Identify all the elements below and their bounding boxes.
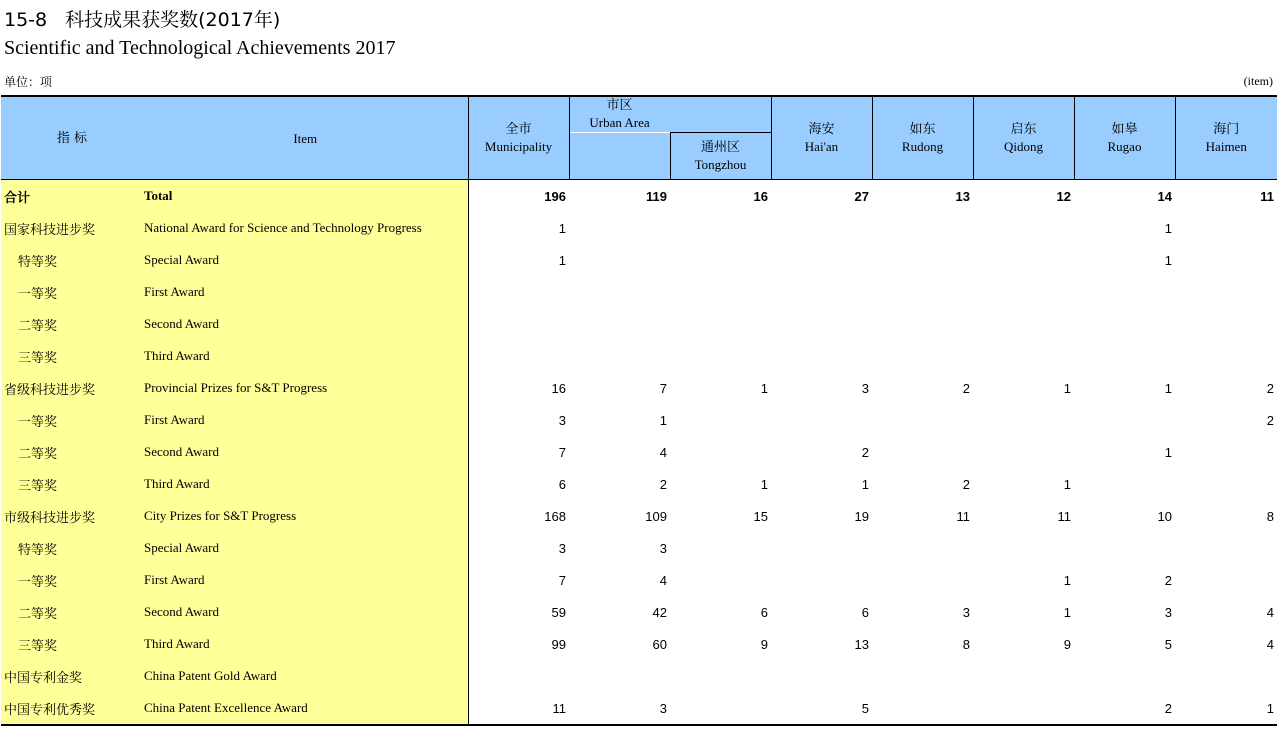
header-haimen-en: Haimen <box>1205 139 1247 154</box>
header-rugao <box>1074 96 1175 180</box>
cell-value <box>973 436 1074 468</box>
unit-label-cn: 单位：项 <box>4 75 53 89</box>
cell-value: 11 <box>956 508 970 524</box>
cell-value: 4 <box>1266 636 1274 652</box>
cell-value <box>1074 532 1175 564</box>
cell-value: 9 <box>760 636 768 652</box>
cell-value <box>569 660 670 692</box>
cell-value <box>973 532 1074 564</box>
row-label-en: Third Award <box>143 340 468 372</box>
cell-value: 1 <box>760 476 768 492</box>
cell-value <box>872 340 973 372</box>
cell-value: 1 <box>1164 444 1172 460</box>
cell-value: 6 <box>861 604 869 620</box>
cell-value <box>973 692 1074 725</box>
cell-value: 168 <box>544 508 566 524</box>
row-label-en: China Patent Gold Award <box>143 660 468 692</box>
cell-value <box>771 276 872 308</box>
row-label-cn: 合计 <box>1 180 143 213</box>
row-label-cn: 一等奖 <box>1 564 143 596</box>
cell-value: 2 <box>1164 572 1172 588</box>
row-label-cn: 国家科技进步奖 <box>1 212 143 244</box>
cell-value: 1 <box>1164 220 1172 236</box>
table-row <box>1 660 1277 692</box>
header-rudong-cn: 如东 <box>909 122 936 137</box>
row-label-cn: 二等奖 <box>1 436 143 468</box>
cell-value <box>872 564 973 596</box>
row-label-cn: 特等奖 <box>1 244 143 276</box>
page-title <box>4 5 280 32</box>
cell-value <box>1175 308 1277 340</box>
table-row <box>1 468 1277 500</box>
cell-value <box>771 404 872 436</box>
cell-value <box>771 340 872 372</box>
cell-value <box>670 244 771 276</box>
cell-value: 3 <box>558 412 566 428</box>
header-haian-en: Hai'an <box>804 139 839 154</box>
cell-value <box>1175 212 1277 244</box>
cell-value <box>1175 660 1277 692</box>
cell-value: 16 <box>551 380 566 396</box>
cell-value: 7 <box>558 444 566 460</box>
cell-value <box>973 340 1074 372</box>
cell-value <box>1074 276 1175 308</box>
row-label-en: City Prizes for S&T Progress <box>143 500 468 532</box>
row-label-cn: 中国专利优秀奖 <box>1 692 143 725</box>
cell-value: 5 <box>1164 636 1172 652</box>
cell-value: 27 <box>854 188 869 204</box>
header-rugao-cn: 如皋 <box>1111 122 1138 137</box>
cell-value <box>973 308 1074 340</box>
cell-value <box>872 276 973 308</box>
cell-value <box>973 276 1074 308</box>
row-label-cn: 一等奖 <box>1 404 143 436</box>
cell-value <box>670 212 771 244</box>
row-label-en: National Award for Science and Technology Progress <box>143 212 468 244</box>
row-label-cn: 三等奖 <box>1 628 143 660</box>
cell-value: 1 <box>1175 692 1277 725</box>
unit-label-en: (item) <box>1243 74 1273 88</box>
cell-value: 1 <box>558 220 566 236</box>
row-label-cn: 二等奖 <box>1 308 143 340</box>
cell-value: 6 <box>760 604 768 620</box>
cell-value <box>973 660 1074 692</box>
cell-value <box>1175 244 1277 276</box>
cell-value: 11 <box>1057 508 1071 524</box>
header-urban-en: Urban Area <box>589 115 650 130</box>
table-row <box>1 532 1277 564</box>
cell-value: 4 <box>659 444 667 460</box>
cell-value: 4 <box>1266 604 1274 620</box>
cell-value <box>670 340 771 372</box>
cell-value: 1 <box>1063 604 1071 620</box>
cell-value: 12 <box>1056 188 1071 204</box>
header-qidong-en: Qidong <box>1004 139 1043 154</box>
cell-value <box>569 244 670 276</box>
header-municipality-cn: 全市 <box>505 122 532 137</box>
cell-value <box>872 436 973 468</box>
cell-value <box>872 532 973 564</box>
cell-value <box>1074 308 1175 340</box>
cell-value: 2 <box>962 476 970 492</box>
row-label-cn: 省级科技进步奖 <box>1 372 143 404</box>
header-tongzhou-en: Tongzhou <box>694 157 747 172</box>
header-haian-cn: 海安 <box>808 122 835 137</box>
cell-value <box>569 308 670 340</box>
row-label-en: Second Award <box>143 436 468 468</box>
table-row <box>1 372 1277 404</box>
cell-value <box>670 532 771 564</box>
cell-value <box>771 308 872 340</box>
cell-value: 2 <box>1266 412 1274 428</box>
header-qidong-cn: 启东 <box>1010 122 1037 137</box>
cell-value: 10 <box>1157 508 1172 524</box>
row-label-en: Third Award <box>143 628 468 660</box>
cell-value: 2 <box>1266 380 1274 396</box>
cell-value: 3 <box>1164 604 1172 620</box>
cell-value: 196 <box>544 188 566 204</box>
cell-value <box>670 564 771 596</box>
row-label-en: Special Award <box>143 532 468 564</box>
cell-value <box>771 212 872 244</box>
cell-value <box>1175 276 1277 308</box>
cell-value <box>1074 468 1175 500</box>
cell-value <box>872 660 973 692</box>
cell-value: 3 <box>569 692 670 725</box>
row-label-en: Provincial Prizes for S&T Progress <box>143 372 468 404</box>
header-haimen <box>1175 96 1277 180</box>
cell-value <box>872 244 973 276</box>
cell-value: 11 <box>1260 188 1274 204</box>
table-row <box>1 564 1277 596</box>
table-row <box>1 340 1277 372</box>
header-rudong <box>872 96 973 180</box>
header-item: Item <box>143 96 468 180</box>
cell-value <box>670 276 771 308</box>
header-rugao-en: Rugao <box>1107 139 1142 154</box>
cell-value <box>872 404 973 436</box>
row-label-en: Total <box>143 180 468 213</box>
cell-value <box>1074 660 1175 692</box>
row-label-en: China Patent Excellence Award <box>143 692 468 725</box>
cell-value: 3 <box>659 540 667 556</box>
table-row <box>1 404 1277 436</box>
header-qidong <box>973 96 1074 180</box>
table-row <box>1 308 1277 340</box>
cell-value: 2 <box>1074 692 1175 725</box>
awards-table <box>1 95 1277 726</box>
table-row <box>1 596 1277 628</box>
cell-value <box>872 308 973 340</box>
cell-value: 19 <box>854 508 869 524</box>
cell-value: 9 <box>1063 636 1071 652</box>
cell-value: 60 <box>652 636 667 652</box>
table-row <box>1 244 1277 276</box>
row-label-en: First Award <box>143 404 468 436</box>
row-label-cn: 市级科技进步奖 <box>1 500 143 532</box>
cell-value: 3 <box>861 380 869 396</box>
row-label-en: Special Award <box>143 244 468 276</box>
table-row <box>1 276 1277 308</box>
row-label-en: Second Award <box>143 596 468 628</box>
cell-value <box>771 660 872 692</box>
cell-value: 2 <box>861 444 869 460</box>
table-row <box>1 436 1277 468</box>
cell-value <box>569 212 670 244</box>
header-urban-blank <box>569 133 670 180</box>
page-subtitle: Scientific and Technological Achievements 2017 <box>4 37 396 59</box>
cell-value <box>468 276 569 308</box>
cell-value <box>1175 436 1277 468</box>
cell-value: 1 <box>861 476 869 492</box>
cell-value: 1 <box>760 380 768 396</box>
cell-value <box>1074 340 1175 372</box>
cell-value: 5 <box>771 692 872 725</box>
cell-value <box>1074 404 1175 436</box>
header-haimen-cn: 海门 <box>1213 122 1240 137</box>
cell-value <box>771 564 872 596</box>
cell-value: 1 <box>659 412 667 428</box>
row-label-cn: 三等奖 <box>1 468 143 500</box>
row-label-en: Third Award <box>143 468 468 500</box>
header-indicator: 指 标 <box>1 96 143 180</box>
table-body <box>1 180 1277 726</box>
cell-value: 59 <box>551 604 566 620</box>
cell-value: 4 <box>659 572 667 588</box>
cell-value: 13 <box>955 188 970 204</box>
row-label-cn: 二等奖 <box>1 596 143 628</box>
cell-value <box>1175 468 1277 500</box>
header-municipality-en: Municipality <box>484 139 553 154</box>
header-rudong-en: Rudong <box>901 139 944 154</box>
row-label-cn: 一等奖 <box>1 276 143 308</box>
cell-value <box>569 340 670 372</box>
cell-value: 42 <box>652 604 667 620</box>
header-urban-area <box>569 96 771 133</box>
cell-value <box>872 212 973 244</box>
cell-value <box>468 340 569 372</box>
header-tongzhou-cn: 通州区 <box>700 140 740 155</box>
cell-value <box>973 212 1074 244</box>
cell-value <box>670 692 771 725</box>
cell-value <box>468 660 569 692</box>
cell-value: 2 <box>659 476 667 492</box>
cell-value <box>973 244 1074 276</box>
cell-value: 15 <box>753 508 768 524</box>
cell-value <box>1175 532 1277 564</box>
cell-value: 8 <box>962 636 970 652</box>
row-label-en: First Award <box>143 564 468 596</box>
row-label-en: First Award <box>143 276 468 308</box>
cell-value <box>670 660 771 692</box>
cell-value: 3 <box>962 604 970 620</box>
cell-value: 11 <box>468 692 569 725</box>
cell-value: 7 <box>659 380 667 396</box>
table-row <box>1 692 1277 725</box>
cell-value: 1 <box>1063 380 1071 396</box>
cell-value: 119 <box>646 188 667 204</box>
header-urban-cn: 市区 <box>606 98 633 113</box>
cell-value: 16 <box>753 188 768 204</box>
cell-value <box>1175 564 1277 596</box>
table-row <box>1 500 1277 532</box>
cell-value: 3 <box>558 540 566 556</box>
header-haian <box>771 96 872 180</box>
title-cn-text: 科技成果获奖数(2017年) <box>65 9 281 31</box>
cell-value: 1 <box>1164 380 1172 396</box>
cell-value: 1 <box>558 252 566 268</box>
header-tongzhou <box>670 133 771 180</box>
cell-value: 1 <box>1063 572 1071 588</box>
cell-value <box>670 436 771 468</box>
table-row <box>1 212 1277 244</box>
row-label-cn: 特等奖 <box>1 532 143 564</box>
row-label-en: Second Award <box>143 308 468 340</box>
row-label-cn: 三等奖 <box>1 340 143 372</box>
cell-value <box>569 276 670 308</box>
cell-value: 1 <box>1164 252 1172 268</box>
cell-value: 6 <box>558 476 566 492</box>
cell-value: 8 <box>1266 508 1274 524</box>
table-row <box>1 628 1277 660</box>
cell-value: 13 <box>854 636 869 652</box>
cell-value <box>1175 340 1277 372</box>
cell-value: 1 <box>1063 476 1071 492</box>
table-number: 15-8 <box>4 9 48 31</box>
row-label-cn: 中国专利金奖 <box>1 660 143 692</box>
cell-value <box>670 404 771 436</box>
cell-value <box>973 404 1074 436</box>
cell-value <box>468 308 569 340</box>
cell-value: 2 <box>962 380 970 396</box>
cell-value <box>771 532 872 564</box>
cell-value <box>670 308 771 340</box>
cell-value: 99 <box>551 636 566 652</box>
header-municipality <box>468 96 569 180</box>
table-row <box>1 180 1277 213</box>
cell-value: 7 <box>558 572 566 588</box>
cell-value: 109 <box>645 508 667 524</box>
cell-value <box>771 244 872 276</box>
cell-value <box>872 692 973 725</box>
cell-value: 14 <box>1157 188 1172 204</box>
